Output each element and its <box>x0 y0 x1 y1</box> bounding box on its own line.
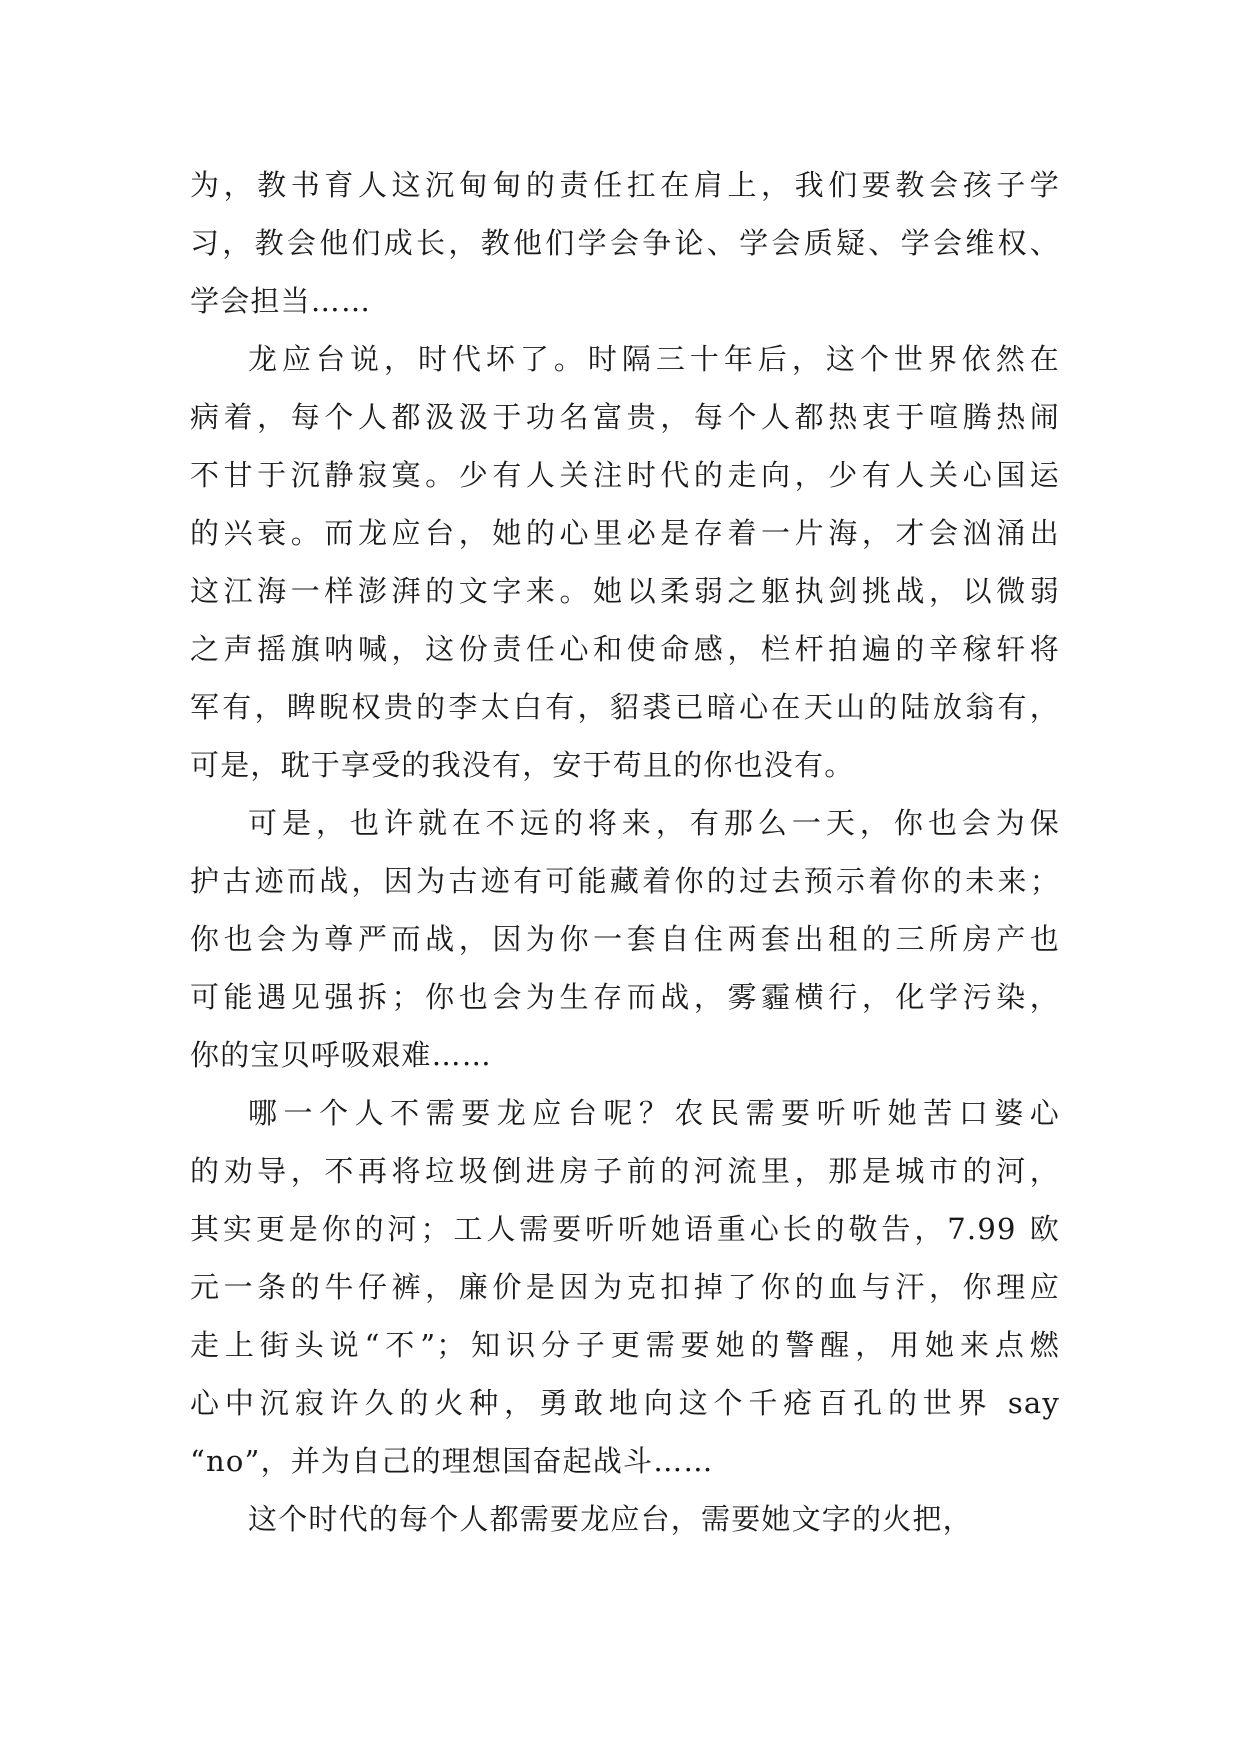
text-line: 可能遇见强拆；你也会为生存而战，雾霾横行，化学污染， <box>190 980 1060 1014</box>
body-text <box>190 156 1060 1548</box>
paragraph-start-line: 这个时代的每个人都需要龙应台，需要她文字的火把， <box>248 1502 973 1536</box>
paragraph-start-line: 哪一个人不需要龙应台呢？农民需要听听她苦口婆心 <box>248 1096 1060 1130</box>
text-line: 这江海一样澎湃的文字来。她以柔弱之躯执剑挑战，以微弱 <box>190 574 1060 608</box>
text-line: 军有，睥睨权贵的李太白有，貂裘已暗心在天山的陆放翁有， <box>190 690 1060 724</box>
text-line: 可是，耽于享受的我没有，安于苟且的你也没有。 <box>190 748 855 782</box>
paragraph-start-line: 龙应台说，时代坏了。时隔三十年后，这个世界依然在 <box>248 342 1060 376</box>
text-line: 你的宝贝呼吸艰难…… <box>190 1038 493 1072</box>
text-line: 的劝导，不再将垃圾倒进房子前的河流里，那是城市的河， <box>190 1154 1060 1188</box>
text-line: 学会担当…… <box>190 284 372 318</box>
text-line: 的兴衰。而龙应台，她的心里必是存着一片海，才会汹涌出 <box>190 516 1060 550</box>
text-line: 走上街头说“不”；知识分子更需要她的警醒，用她来点燃 <box>190 1328 1060 1362</box>
text-line: 其实更是你的河；工人需要听听她语重心长的敬告，7.99 欧 <box>190 1212 1060 1246</box>
text-line: 元一条的牛仔裤，廉价是因为克扣掉了你的血与汗，你理应 <box>190 1270 1060 1304</box>
text-line: 你也会为尊严而战，因为你一套自住两套出租的三所房产也 <box>190 922 1060 956</box>
text-line: 护古迹而战，因为古迹有可能藏着你的过去预示着你的未来； <box>190 864 1060 898</box>
text-line: 心中沉寂许久的火种，勇敢地向这个千疮百孔的世界 say <box>190 1386 1060 1420</box>
text-line: 习，教会他们成长，教他们学会争论、学会质疑、学会维权、 <box>190 226 1060 260</box>
text-line: 为，教书育人这沉甸甸的责任扛在肩上，我们要教会孩子学 <box>190 168 1060 202</box>
text-line: 之声摇旗呐喊，这份责任心和使命感，栏杆拍遍的辛稼轩将 <box>190 632 1060 666</box>
text-line: “no”，并为自己的理想国奋起战斗…… <box>190 1444 714 1478</box>
text-line: 不甘于沉静寂寞。少有人关注时代的走向，少有人关心国运 <box>190 458 1060 492</box>
paragraph-start-line: 可是，也许就在不远的将来，有那么一天，你也会为保 <box>248 806 1060 840</box>
text-line: 病着，每个人都汲汲于功名富贵，每个人都热衷于喧腾热闹 <box>190 400 1060 434</box>
